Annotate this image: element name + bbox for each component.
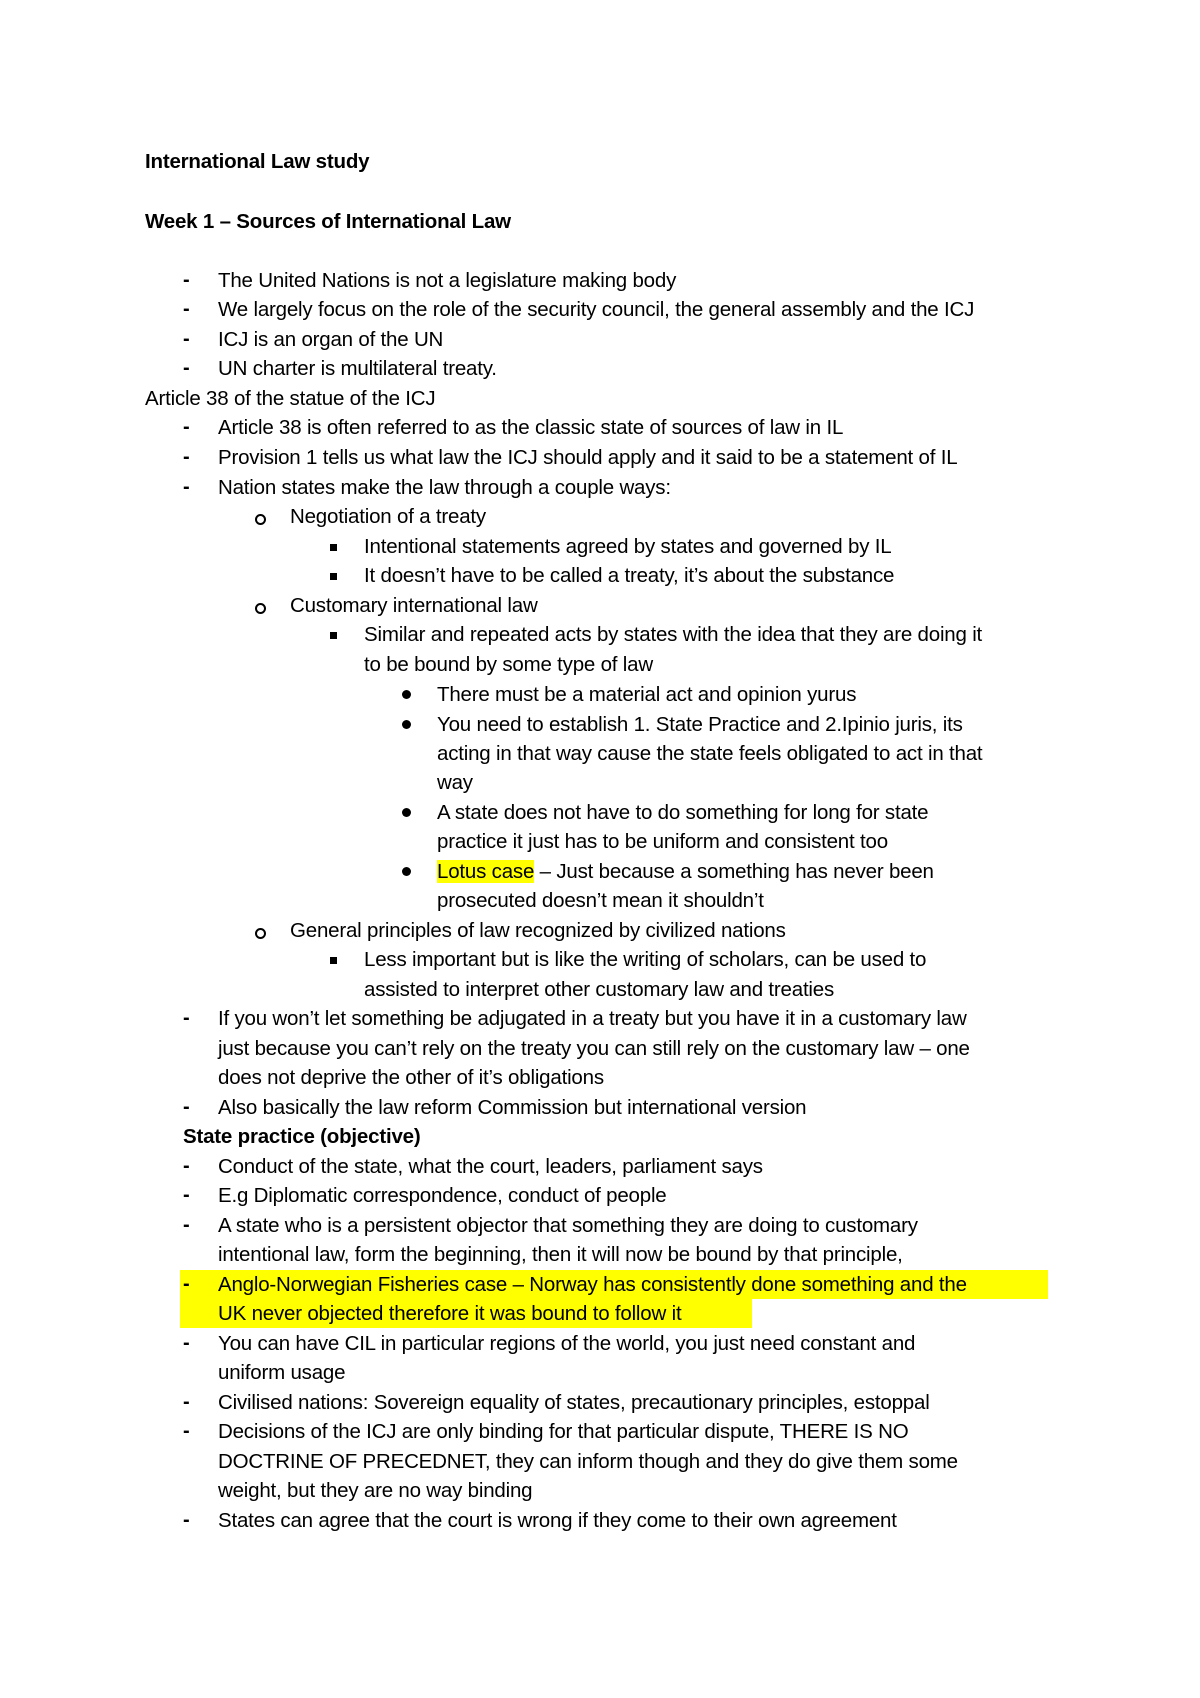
list-item-continuation: weight, but they are no way binding [218,1479,533,1502]
circle-bullet-icon [255,603,266,614]
square-bullet-icon [330,957,337,964]
list-item: Customary international law [290,594,538,617]
round-bullet-icon [402,867,411,876]
dash-bullet: - [183,1214,190,1236]
list-item: Provision 1 tells us what law the ICJ should apply and it said to be a statement of IL [218,446,958,469]
list-item: Intentional statements agreed by states and governed by IL [364,535,892,558]
list-item: UN charter is multilateral treaty. [218,357,497,380]
list-item-continuation: way [437,771,473,794]
round-bullet-icon [402,720,411,729]
dash-bullet: - [183,1273,190,1295]
dash-bullet: - [183,328,190,350]
dash-bullet: - [183,1096,190,1118]
lotus-case-text: – Just because a something has never been [534,860,934,883]
list-item-continuation: to be bound by some type of law [364,653,653,676]
list-item: Similar and repeated acts by states with the idea that they are doing it [364,623,983,646]
dash-bullet: - [183,1007,190,1029]
list-item: A state who is a persistent objector that something they are doing to customary [218,1214,918,1237]
circle-bullet-icon [255,928,266,939]
fisheries-case-item: Anglo-Norwegian Fisheries case – Norway has consistently done something and the [218,1273,967,1296]
list-item-continuation: just because you can’t rely on the treaty you can still rely on the customary law – one [218,1037,970,1060]
dash-bullet: - [183,446,190,468]
list-item: It doesn’t have to be called a treaty, it’s about the substance [364,564,895,587]
list-item: Negotiation of a treaty [290,505,486,528]
state-practice-heading: State practice (objective) [183,1125,421,1148]
list-item-continuation: intentional law, form the beginning, then it will now be bound by that principle, [218,1243,903,1266]
circle-bullet-icon [255,514,266,525]
dash-bullet: - [183,1332,190,1354]
list-item: We largely focus on the role of the security council, the general assembly and the ICJ [218,298,975,321]
square-bullet-icon [330,544,337,551]
list-item: Article 38 is often referred to as the classic state of sources of law in IL [218,416,844,439]
dash-bullet: - [183,1391,190,1413]
list-item: Less important but is like the writing of scholars, can be used to [364,948,927,971]
document-title: International Law study [145,150,370,173]
list-item [437,857,934,886]
list-item: Decisions of the ICJ are only binding for that particular dispute, THERE IS NO [218,1420,909,1443]
dash-bullet: - [183,1420,190,1442]
list-item: The United Nations is not a legislature making body [218,269,677,292]
round-bullet-icon [402,690,411,699]
lotus-case-highlight: Lotus case [437,860,535,883]
list-item: General principles of law recognized by civilized nations [290,919,786,942]
list-item-continuation: uniform usage [218,1361,346,1384]
dash-bullet: - [183,476,190,498]
list-item: You can have CIL in particular regions of the world, you just need constant and [218,1332,916,1355]
list-item: You need to establish 1. State Practice and 2.Ipinio juris, its [437,713,963,736]
list-item-continuation: practice it just has to be uniform and consistent too [437,830,888,853]
square-bullet-icon [330,632,337,639]
list-item: Also basically the law reform Commission but international version [218,1096,807,1119]
square-bullet-icon [330,573,337,580]
list-item: E.g Diplomatic correspondence, conduct of people [218,1184,667,1207]
list-item-continuation: UK never objected therefore it was bound to follow it [218,1302,682,1325]
dash-bullet: - [183,416,190,438]
list-item: Conduct of the state, what the court, leaders, parliament says [218,1155,763,1178]
list-item: If you won’t let something be adjugated in a treaty but you have it in a customary law [218,1007,967,1030]
list-item-continuation: DOCTRINE OF PRECEDNET, they can inform though and they do give them some [218,1450,958,1473]
list-item: ICJ is an organ of the UN [218,328,444,351]
dash-bullet: - [183,1155,190,1177]
dash-bullet: - [183,298,190,320]
list-item: Civilised nations: Sovereign equality of states, precautionary principles, estoppal [218,1391,930,1414]
list-item-continuation: prosecuted doesn’t mean it shouldn’t [437,889,764,912]
list-item: States can agree that the court is wrong if they come to their own agreement [218,1509,897,1532]
list-item: A state does not have to do something for long for state [437,801,929,824]
list-item: There must be a material act and opinion yurus [437,683,857,706]
dash-bullet: - [183,1509,190,1531]
dash-bullet: - [183,269,190,291]
article-heading: Article 38 of the statue of the ICJ [145,387,436,410]
list-item: Nation states make the law through a couple ways: [218,476,671,499]
list-item-continuation: does not deprive the other of it’s obligations [218,1066,604,1089]
dash-bullet: - [183,1184,190,1206]
week-heading: Week 1 – Sources of International Law [145,210,511,233]
list-item-continuation: acting in that way cause the state feels obligated to act in that [437,742,983,765]
dash-bullet: - [183,357,190,379]
list-item-continuation: assisted to interpret other customary law and treaties [364,978,835,1001]
round-bullet-icon [402,808,411,817]
